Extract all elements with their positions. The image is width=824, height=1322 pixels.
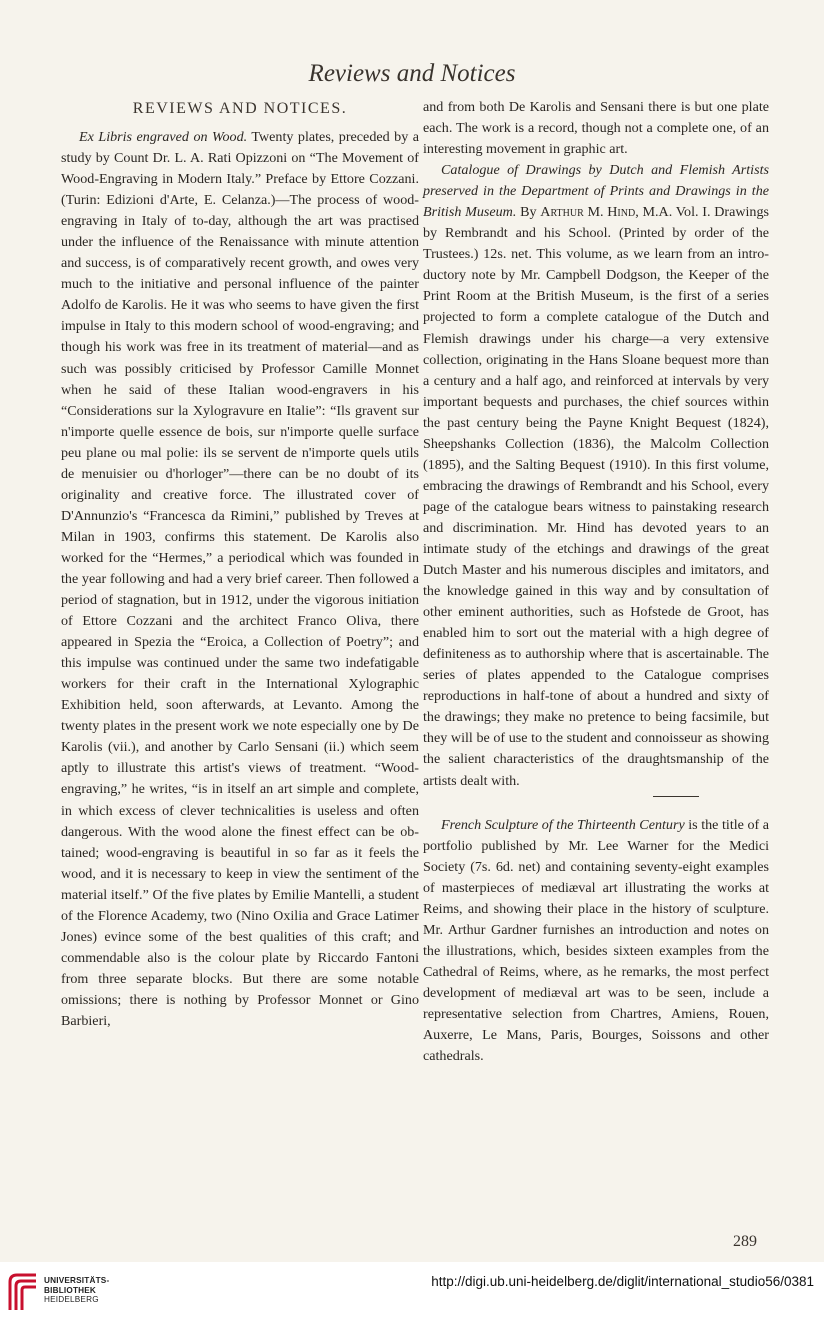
- review-catalogue-drawings: [423, 160, 769, 791]
- review-french-sculpture: [423, 815, 769, 1068]
- digitization-footer: [0, 1262, 824, 1322]
- review-title: French Sculpture of the Thirteenth Century: [441, 816, 685, 833]
- right-column: [423, 97, 769, 1067]
- review-ex-libris: [61, 127, 419, 1032]
- review-title: Catalogue of Drawings by Dutch and Flemish Artists preserved in the Department of Prints and Drawings in the British Museum.: [423, 162, 769, 221]
- review-title: Ex Libris engraved on Wood.: [79, 129, 248, 145]
- library-name-line: UNIVERSITÄTS-: [44, 1276, 110, 1285]
- library-name: [44, 1276, 109, 1305]
- review-text: is the title of a portfolio published by Mr. Lee Warner for the Medici Society (7s. 6d. net) and containing seventy-eight examples of masterpieces of mediæval art illustrating the works at Reims, and showing their place in the history of sculpture. Mr. Arthur Gardner furnishes an introduction and notes on the illustrations, which, besides sixteen examples from the Cathedral of Reims, where, as he remarks, the most perfect development of mediæval art was to be seen, include a representative selection from Chartres, Amiens, Rouen, Auxerre, Le Mans, Paris, Bourges, Soissons and other cathedrals.: [423, 816, 769, 1065]
- page-number: 289: [733, 1233, 757, 1250]
- section-divider: [653, 796, 699, 797]
- source-url-link[interactable]: http://digi.ub.uni-heidelberg.de/diglit/international_studio56/0381: [431, 1274, 814, 1289]
- review-continuation: and from both De Karolis and Sensani there is but one plate each. The work is a record, though not a complete one, of an interesting movement in graphic art.: [423, 99, 769, 158]
- review-author: Arthur M. Hind: [540, 204, 636, 221]
- section-title: REVIEWS AND NOTICES.: [132, 100, 348, 117]
- review-by: By: [516, 204, 541, 221]
- library-name-line: BIBLIOTHEK: [44, 1285, 97, 1295]
- running-head: Reviews and Notices: [308, 60, 516, 87]
- library-logo-icon: [6, 1272, 40, 1312]
- library-name-line: HEIDELBERG: [44, 1295, 99, 1305]
- left-column: [61, 97, 419, 1032]
- review-text: Twenty plates, preceded by a study by Count Dr. L. A. Rati Opizzoni on “The Movement of Wood-Engraving in Modern Italy.” Preface by Ettore Cozzani. (Turin: Edizioni d'Arte, E. Celanza.)—The process of wood-engraving in Italy of to-day, although the art was practised under the influence of the Renaissance with minute attention and success, is of comparatively recent growth, and owes very much to the initiative and personal influence of the painter Adolfo de Karolis. He it was who seems to have given the first impulse in Italy to this modern school of wood-engraving; and though his work was free in its treatment of material—and as such was possibly criticised by Professor Camille Monnet when he said of these Italian wood-engravers in his “Considerations sur la Xylogravure en Italie”: “Ils gravent sur n'importe quelle essence de bois, sur n'importe quelle surface peu plane ou mal polie: ils se servent de n'importe quels utils de menuisier ou d'horloger”—there can be no doubt of its originality and creative force. The illustrated cover of D'Annunzio's “Francesca da Rimini,” published by Treves at Milan in 1903, confirms this statement. De Karolis also worked for the “Hermes,” a periodical which was founded in the year following and had a very brief career. Then followed a period of stagnation, but in 1912, under the vigorous initiation of Ettore Cozzani and the architect Franco Oliva, there appeared in Spezia the “Eroica, a Collection of Poetry”; and this impulse was continued under the same two indefatigable workers for their craft in the International Xylographic Exhibition held, soon afterwards, at Levanto. Among the twenty plates in the present work we note especially one by De Karolis (vii.), and another by Carlo Sensani (ii.) which seem aptly to illustrate this artist's views of treatment. “Wood-engraving,” he writes, “is in itself an art simple and complete, in which excess of clever technicalities is useless and often dangerous. With the wood alone the finest effect can be obtained; wood-engraving is beautiful in so far as it feels the wood, and it is necessary to keep in view the sentiment of the material itself.” Of the five plates by Emilie Mantelli, a student of the Florence Academy, two (Nino Oxilia and Grace Latimer Jones) evince some of the best qualities of this craft; and commendable also is the colour plate by Riccardo Fantoni from three separate blocks. But there are some notable omissions; there is nothing by Professor Monnet or Gino Barbieri,: [61, 129, 419, 1029]
- review-text: , M.A. Vol. I. Drawings by Rembrandt and his School. (Printed by order of the Trustees.) 12s. net. This volume, as we learn from an introductory note by Mr. Campbell Dodgson, the Keeper of the Print Room at the British Museum, is the first of a series projected to form a complete catalogue of the Dutch and Flemish drawings under his charge—a very extensive collection, originating in the Hans Sloane bequest more than a century and a half ago, and reinforced at intervals by very important bequests and purchases, the chief sources within the past century being the Payne Knight Bequest (1824), Sheepshanks Collection (1836), the Malcolm Collection (1895), and the Salting Bequest (1910). In this first volume, embracing the drawings of Rembrandt and his School, every page of the catalogue bears witness to painstaking research and discrimination. Mr. Hind has devoted years to an intimate study of the etchings and drawings of the great Dutch Master and his numerous disciples and imitators, and the knowledge gained in this way and by consultation of other eminent authorities, such as Hofstede de Groot, has enabled him to sort out the material with a high degree of definiteness as to authorship where that is ascertainable. The series of plates appended to the Catalogue comprises reproductions in half-tone of about a hundred and sixty of the drawings; they make no pretence to being facsimile, but they will be of use to the student and connoisseur as showing the salient characteristics of the draughtsmanship of the artists dealt with.: [423, 204, 770, 789]
